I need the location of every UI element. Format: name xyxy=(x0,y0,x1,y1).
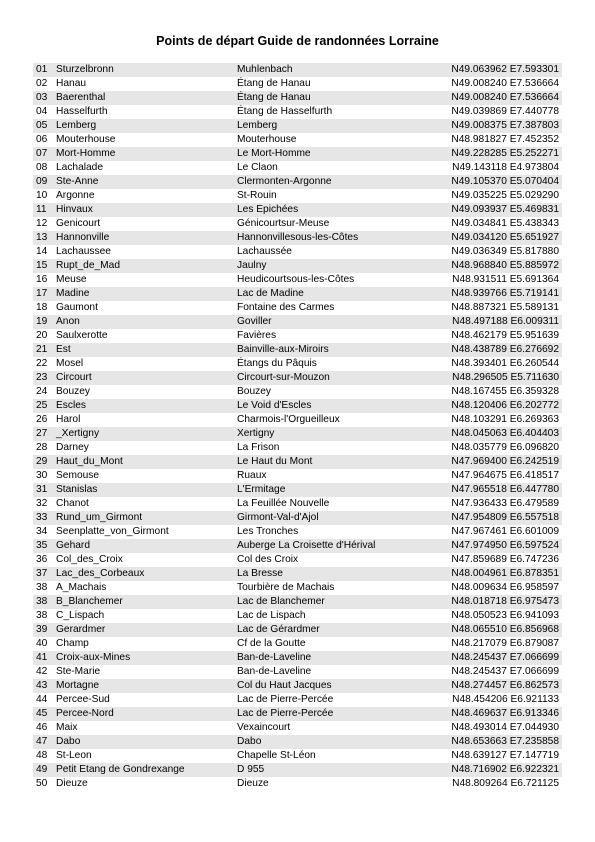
row-location: Dieuze xyxy=(237,778,269,789)
row-code: Maix xyxy=(56,722,78,733)
row-number: 36 xyxy=(36,554,48,565)
row-coordinates: N48.065510 E6.856968 xyxy=(451,624,559,635)
row-number: 15 xyxy=(36,260,48,271)
row-coordinates: N48.296505 E5.711630 xyxy=(452,372,559,383)
row-number: 03 xyxy=(36,92,48,103)
row-code: Ste-Marie xyxy=(56,666,101,677)
row-code: Anon xyxy=(56,316,80,327)
row-number: 44 xyxy=(36,694,48,705)
row-number: 38 xyxy=(36,582,48,593)
row-coordinates: N48.809264 E6.721125 xyxy=(452,778,559,789)
row-code: Saulxerotte xyxy=(56,330,108,341)
row-code: Dieuze xyxy=(56,778,88,789)
row-location: Bainville-aux-Miroirs xyxy=(237,344,329,355)
list-item xyxy=(33,119,562,133)
row-coordinates: N48.887321 E5.589131 xyxy=(451,302,559,313)
row-location: Mouterhouse xyxy=(237,134,297,145)
list-item xyxy=(33,623,562,637)
row-coordinates: N49.093937 E5.469831 xyxy=(451,204,559,215)
row-location: Girmont-Val-d'Ajol xyxy=(237,512,319,523)
row-code: Mouterhouse xyxy=(56,134,116,145)
row-number: 16 xyxy=(36,274,48,285)
row-coordinates: N48.462179 E5.951639 xyxy=(451,330,559,341)
row-code: Semouse xyxy=(56,470,100,481)
row-number: 37 xyxy=(36,568,48,579)
row-code: Gaumont xyxy=(56,302,98,313)
row-number: 28 xyxy=(36,442,48,453)
list-item xyxy=(33,427,562,441)
list-item xyxy=(33,637,562,651)
row-number: 20 xyxy=(36,330,48,341)
row-code: Darney xyxy=(56,442,89,453)
row-coordinates: N48.939766 E5.719141 xyxy=(451,288,559,299)
row-coordinates: N48.931511 E5.691364 xyxy=(452,274,559,285)
row-code: Hinvaux xyxy=(56,204,93,215)
page-title: Points de départ Guide de randonnées Lorraine xyxy=(156,34,439,48)
row-coordinates: N48.493014 E7.044930 xyxy=(451,722,559,733)
row-code: Dabo xyxy=(56,736,81,747)
row-number: 19 xyxy=(36,316,48,327)
list-item xyxy=(33,189,562,203)
row-location: Le Claon xyxy=(237,162,278,173)
row-number: 31 xyxy=(36,484,48,495)
row-coordinates: N48.716902 E6.922321 xyxy=(451,764,559,775)
list-item xyxy=(33,581,562,595)
row-coordinates: N48.217079 E6.879087 xyxy=(451,638,559,649)
row-code: Col_des_Croix xyxy=(56,554,123,565)
list-item xyxy=(33,273,562,287)
row-code: Percee-Nord xyxy=(56,708,114,719)
row-code: Madine xyxy=(56,288,90,299)
row-coordinates: N48.274457 E6.862573 xyxy=(451,680,559,691)
row-code: St-Leon xyxy=(56,750,92,761)
list-item xyxy=(33,483,562,497)
row-coordinates: N48.454206 E6.921133 xyxy=(452,694,559,705)
list-item xyxy=(33,413,562,427)
list-item xyxy=(33,357,562,371)
row-number: 49 xyxy=(36,764,48,775)
list-item xyxy=(33,147,562,161)
row-number: 26 xyxy=(36,414,48,425)
list-item xyxy=(33,217,562,231)
row-location: Dabo xyxy=(237,736,262,747)
row-location: Ban-de-Laveline xyxy=(237,652,312,663)
row-coordinates: N48.004961 E6.878351 xyxy=(451,568,559,579)
row-location: Hannonvillesous-les-Côtes xyxy=(237,232,359,243)
row-code: Escles xyxy=(56,400,87,411)
row-number: 41 xyxy=(36,652,48,663)
row-coordinates: N49.063962 E7.593301 xyxy=(451,64,559,75)
row-number: 22 xyxy=(36,358,48,369)
list-item xyxy=(33,91,562,105)
row-coordinates: N47.965518 E6.447780 xyxy=(451,484,559,495)
row-number: 18 xyxy=(36,302,48,313)
list-item xyxy=(33,651,562,665)
row-coordinates: N49.035225 E5.029290 xyxy=(451,190,559,201)
list-item xyxy=(33,329,562,343)
row-coordinates: N49.143118 E4.973804 xyxy=(452,162,559,173)
row-location: Goviller xyxy=(237,316,272,327)
row-coordinates: N48.968840 E5.885972 xyxy=(451,260,559,271)
row-number: 01 xyxy=(36,64,48,75)
row-number: 47 xyxy=(36,736,48,747)
row-location: Lac de Pierre-Percée xyxy=(237,708,334,719)
row-coordinates: N48.245437 E7.066699 xyxy=(451,652,559,663)
list-item xyxy=(33,553,562,567)
row-coordinates: N47.974950 E6.597524 xyxy=(451,540,559,551)
row-location: L'Ermitage xyxy=(237,484,286,495)
row-location: Favières xyxy=(237,330,277,341)
row-code: Percee-Sud xyxy=(56,694,110,705)
row-coordinates: N48.393401 E6.260544 xyxy=(451,358,559,369)
row-code: Chanot xyxy=(56,498,89,509)
row-location: Jaulny xyxy=(237,260,267,271)
list-item xyxy=(33,665,562,679)
row-coordinates: N47.964675 E6.418517 xyxy=(451,470,559,481)
row-location: Les Tronches xyxy=(237,526,299,537)
row-location: Lac de Pierre-Percée xyxy=(237,694,334,705)
list-item xyxy=(33,371,562,385)
row-coordinates: N49.034120 E5.651927 xyxy=(451,232,559,243)
row-number: 17 xyxy=(36,288,48,299)
list-item xyxy=(33,161,562,175)
row-number: 14 xyxy=(36,246,48,257)
row-coordinates: N48.438789 E6.276692 xyxy=(451,344,559,355)
row-code: Champ xyxy=(56,638,89,649)
row-coordinates: N48.469637 E6.913346 xyxy=(451,708,559,719)
row-code: Ste-Anne xyxy=(56,176,99,187)
list-item xyxy=(33,259,562,273)
list-item xyxy=(33,525,562,539)
row-code: Stanislas xyxy=(56,484,98,495)
row-location: Le Haut du Mont xyxy=(237,456,313,467)
row-number: 24 xyxy=(36,386,48,397)
row-number: 38 xyxy=(36,610,48,621)
row-code: Gehard xyxy=(56,540,90,551)
row-number: 34 xyxy=(36,526,48,537)
row-location: Lac de Blanchemer xyxy=(237,596,325,607)
list-item xyxy=(33,567,562,581)
list-item xyxy=(33,231,562,245)
row-code: Genicourt xyxy=(56,218,101,229)
row-code: Sturzelbronn xyxy=(56,64,114,75)
row-location: La Frison xyxy=(237,442,280,453)
row-location: Lachaussée xyxy=(237,246,292,257)
list-item xyxy=(33,679,562,693)
row-number: 30 xyxy=(36,470,48,481)
list-item xyxy=(33,133,562,147)
row-number: 11 xyxy=(36,204,47,215)
row-coordinates: N47.954809 E6.557518 xyxy=(451,512,559,523)
row-location: Col des Croix xyxy=(237,554,299,565)
row-code: Bouzey xyxy=(56,386,90,397)
row-coordinates: N49.036349 E5.817880 xyxy=(451,246,559,257)
row-number: 25 xyxy=(36,400,48,411)
row-coordinates: N48.981827 E7.452352 xyxy=(451,134,559,145)
row-code: Lemberg xyxy=(56,120,97,131)
row-coordinates: N47.936433 E6.479589 xyxy=(451,498,559,509)
list-item xyxy=(33,77,562,91)
list-item xyxy=(33,539,562,553)
row-coordinates: N49.008240 E7.536664 xyxy=(451,92,559,103)
row-location: Ruaux xyxy=(237,470,267,481)
row-coordinates: N49.105370 E5.070404 xyxy=(451,176,559,187)
row-location: Étang de Hanau xyxy=(237,92,311,103)
row-coordinates: N47.969400 E6.242519 xyxy=(451,456,559,467)
list-item xyxy=(33,287,562,301)
row-location: Le Void d'Escles xyxy=(237,400,312,411)
list-item xyxy=(33,343,562,357)
row-location: Lac de Madine xyxy=(237,288,304,299)
list-item xyxy=(33,385,562,399)
row-location: D 955 xyxy=(237,764,265,775)
row-code: Hasselfurth xyxy=(56,106,108,117)
row-number: 06 xyxy=(36,134,48,145)
row-coordinates: N47.967461 E6.601009 xyxy=(451,526,559,537)
row-number: 12 xyxy=(36,218,48,229)
row-coordinates: N49.039869 E7.440778 xyxy=(451,106,559,117)
row-coordinates: N48.653663 E7.235858 xyxy=(451,736,559,747)
row-number: 04 xyxy=(36,106,48,117)
list-item xyxy=(33,707,562,721)
row-number: 27 xyxy=(36,428,48,439)
list-item xyxy=(33,441,562,455)
row-coordinates: N48.245437 E7.066699 xyxy=(451,666,559,677)
row-location: Heudicourtsous-les-Côtes xyxy=(237,274,355,285)
list-item xyxy=(33,721,562,735)
row-number: 48 xyxy=(36,750,48,761)
row-code: Gerardmer xyxy=(56,624,106,635)
row-location: Col du Haut Jacques xyxy=(237,680,332,691)
row-location: Lemberg xyxy=(237,120,278,131)
row-code: A_Machais xyxy=(56,582,107,593)
row-code: Argonne xyxy=(56,190,95,201)
row-location: Les Epichées xyxy=(237,204,299,215)
row-number: 13 xyxy=(36,232,48,243)
row-location: St-Rouin xyxy=(237,190,277,201)
list-item xyxy=(33,455,562,469)
list-item xyxy=(33,105,562,119)
row-number: 40 xyxy=(36,638,48,649)
row-location: Circourt-sur-Mouzon xyxy=(237,372,330,383)
list-item xyxy=(33,63,562,77)
row-number: 23 xyxy=(36,372,48,383)
row-code: Lac_des_Corbeaux xyxy=(56,568,145,579)
row-code: Circourt xyxy=(56,372,92,383)
row-number: 43 xyxy=(36,680,48,691)
row-number: 39 xyxy=(36,624,48,635)
row-location: Clermonten-Argonne xyxy=(237,176,332,187)
row-coordinates: N48.103291 E6.269363 xyxy=(451,414,559,425)
row-coordinates: N47.859689 E6.747236 xyxy=(451,554,559,565)
row-location: Ban-de-Laveline xyxy=(237,666,312,677)
row-location: Étang de Hanau xyxy=(237,78,311,89)
row-location: Vexaincourt xyxy=(237,722,291,733)
list-item xyxy=(33,763,562,777)
list-item xyxy=(33,399,562,413)
row-coordinates: N48.120406 E6.202772 xyxy=(451,400,559,411)
row-code: Hanau xyxy=(56,78,87,89)
row-code: Lachaussee xyxy=(56,246,111,257)
row-number: 09 xyxy=(36,176,48,187)
row-coordinates: N48.167455 E6.359328 xyxy=(451,386,559,397)
row-number: 35 xyxy=(36,540,48,551)
list-item xyxy=(33,497,562,511)
list-item xyxy=(33,609,562,623)
row-number: 02 xyxy=(36,78,48,89)
row-location: La Bresse xyxy=(237,568,283,579)
list-item xyxy=(33,245,562,259)
row-location: Charmois-l'Orgueilleux xyxy=(237,414,340,425)
row-location: Génicourtsur-Meuse xyxy=(237,218,330,229)
row-location: Lac de Lispach xyxy=(237,610,306,621)
row-coordinates: N49.008240 E7.536664 xyxy=(451,78,559,89)
row-code: Rupt_de_Mad xyxy=(56,260,121,271)
row-coordinates: N48.035779 E6.096820 xyxy=(451,442,559,453)
row-coordinates: N49.034841 E5.438343 xyxy=(451,218,559,229)
row-number: 32 xyxy=(36,498,48,509)
row-code: _Xertigny xyxy=(56,428,100,439)
row-coordinates: N48.050523 E6.941093 xyxy=(451,610,559,621)
row-code: Mortagne xyxy=(56,680,100,691)
row-code: Hannonville xyxy=(56,232,110,243)
row-coordinates: N48.018718 E6.975473 xyxy=(451,596,559,607)
row-location: Tourbière de Machais xyxy=(237,582,335,593)
starting-points-list xyxy=(33,63,562,791)
row-number: 10 xyxy=(36,190,48,201)
row-coordinates: N48.639127 E7.147719 xyxy=(451,750,559,761)
row-code: Rund_um_Girmont xyxy=(56,512,143,523)
list-item xyxy=(33,777,562,791)
row-number: 45 xyxy=(36,708,48,719)
row-coordinates: N49.008375 E7.387803 xyxy=(451,120,559,131)
row-number: 38 xyxy=(36,596,48,607)
row-code: C_Lispach xyxy=(56,610,105,621)
row-coordinates: N48.497188 E6.009311 xyxy=(452,316,559,327)
row-code: Est xyxy=(56,344,71,355)
row-location: Fontaine des Carmes xyxy=(237,302,335,313)
row-code: Petit Etang de Gondrexange xyxy=(56,764,185,775)
row-coordinates: N48.045063 E6.404403 xyxy=(451,428,559,439)
row-number: 07 xyxy=(36,148,48,159)
row-location: Auberge La Croisette d'Hérival xyxy=(237,540,376,551)
list-item xyxy=(33,301,562,315)
row-code: Meuse xyxy=(56,274,87,285)
row-location: Chapelle St-Léon xyxy=(237,750,316,761)
row-number: 05 xyxy=(36,120,48,131)
row-location: Étangs du Pâquis xyxy=(237,358,317,369)
row-location: Étang de Hasselfurth xyxy=(237,106,333,117)
row-number: 46 xyxy=(36,722,48,733)
list-item xyxy=(33,203,562,217)
row-number: 08 xyxy=(36,162,48,173)
row-code: Harol xyxy=(56,414,81,425)
row-code: B_Blanchemer xyxy=(56,596,123,607)
row-code: Mosel xyxy=(56,358,84,369)
list-item xyxy=(33,595,562,609)
row-code: Lachalade xyxy=(56,162,104,173)
list-item xyxy=(33,469,562,483)
row-number: 42 xyxy=(36,666,48,677)
row-location: Bouzey xyxy=(237,386,271,397)
row-location: Xertigny xyxy=(237,428,275,439)
row-location: Cf de la Goutte xyxy=(237,638,306,649)
row-location: La Feuillée Nouvelle xyxy=(237,498,330,509)
row-number: 29 xyxy=(36,456,48,467)
row-code: Seenplatte_von_Girmont xyxy=(56,526,169,537)
row-location: Muhlenbach xyxy=(237,64,293,75)
row-code: Croix-aux-Mines xyxy=(56,652,131,663)
row-code: Baerenthal xyxy=(56,92,106,103)
list-item xyxy=(33,735,562,749)
list-item xyxy=(33,315,562,329)
row-location: Le Mort-Homme xyxy=(237,148,311,159)
row-coordinates: N49.228285 E5.252271 xyxy=(451,148,559,159)
row-number: 21 xyxy=(36,344,48,355)
list-item xyxy=(33,511,562,525)
row-code: Haut_du_Mont xyxy=(56,456,123,467)
row-coordinates: N48.009634 E6.958597 xyxy=(451,582,559,593)
row-code: Mort-Homme xyxy=(56,148,116,159)
list-item xyxy=(33,749,562,763)
row-location: Lac de Gérardmer xyxy=(237,624,320,635)
row-number: 33 xyxy=(36,512,48,523)
list-item xyxy=(33,693,562,707)
list-item xyxy=(33,175,562,189)
row-number: 50 xyxy=(36,778,48,789)
